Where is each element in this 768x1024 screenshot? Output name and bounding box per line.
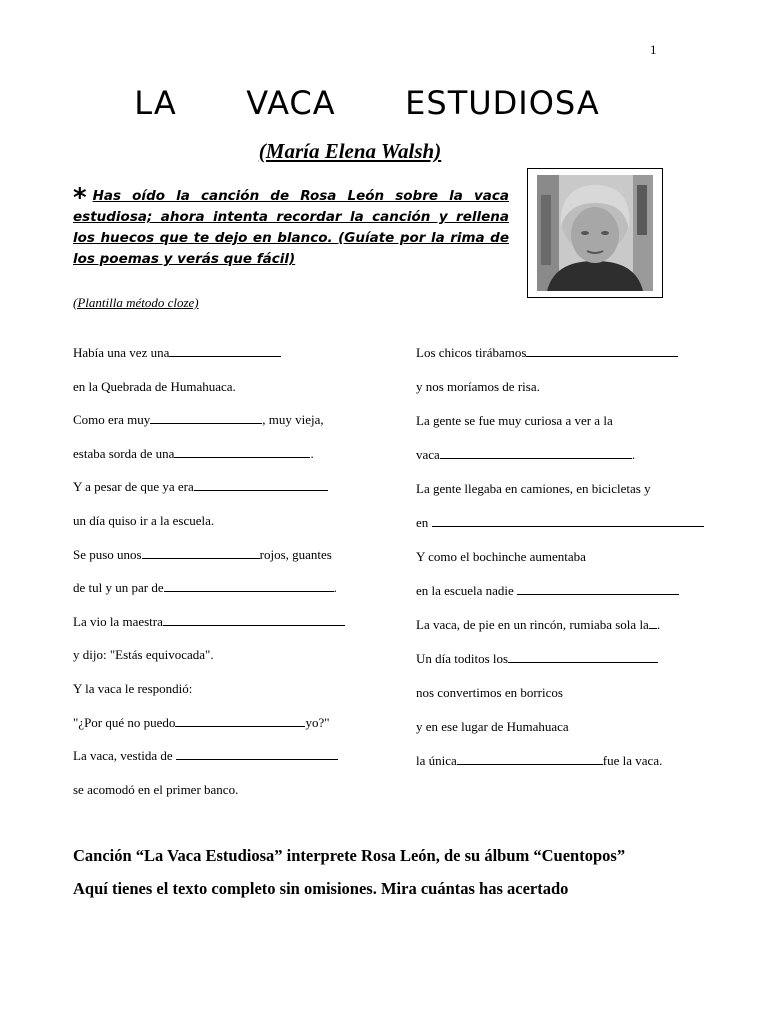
cloze-blank[interactable] [432, 515, 704, 527]
page-title: LA VACA ESTUDIOSA [134, 84, 600, 122]
poem-text: . [656, 617, 661, 632]
poem-text: La gente se fue muy curiosa a ver a la [416, 413, 613, 428]
poem-text: Había una vez una [73, 345, 170, 360]
poem-text: fue la vaca. [602, 753, 663, 768]
poem-line [73, 513, 214, 529]
poem-line [73, 580, 337, 596]
poem-text: La gente llegaba en camiones, en bicicletas y [416, 481, 651, 496]
poem-line [73, 345, 281, 361]
poem-line [73, 479, 328, 495]
footer-song-credit: Canción “La Vaca Estudiosa” interprete Rosa León, de su álbum “Cuentopos” [73, 846, 626, 865]
poem-line [73, 782, 238, 798]
poem-text: , muy vieja, [262, 412, 324, 428]
poem-line [416, 481, 651, 497]
cloze-blank[interactable] [142, 547, 260, 559]
poem-text: La vaca, de pie en un rincón, rumiaba sola la [416, 617, 649, 632]
poem-text: en la Quebrada de Humahuaca. [73, 378, 236, 394]
page-number: 1 [650, 42, 657, 57]
instructions [73, 183, 509, 270]
poem-line [416, 685, 563, 701]
poem-text: yo?" [305, 714, 330, 730]
poem-text: rojos, guantes [259, 546, 332, 562]
poem-text: se acomodó en el primer banco. [73, 781, 239, 797]
cloze-blank[interactable] [169, 345, 281, 357]
poem-line [416, 413, 613, 429]
poem-text: . [310, 445, 314, 461]
cloze-blank[interactable] [508, 651, 658, 663]
poem-line [73, 647, 214, 663]
poem-text: . [631, 447, 636, 462]
poem-line [73, 446, 314, 462]
poem-line [416, 719, 569, 735]
poem-line [73, 614, 345, 630]
poem-text: la única [416, 753, 457, 768]
cloze-blank[interactable] [174, 446, 310, 458]
poem-line [416, 515, 704, 531]
cloze-blank[interactable] [194, 479, 328, 491]
cloze-blank[interactable] [175, 715, 305, 727]
poem-text: de tul y un par de [73, 580, 164, 596]
poem-line [416, 651, 658, 667]
right-column [416, 345, 716, 785]
cloze-blank[interactable] [649, 617, 657, 629]
cloze-blank[interactable] [164, 580, 334, 592]
poem-line [416, 345, 678, 361]
poem-line [73, 715, 330, 731]
poem-line [416, 617, 660, 633]
poem-line [416, 583, 679, 599]
author-photo [537, 175, 653, 291]
poem-line [73, 748, 338, 764]
poem-text: en [416, 515, 432, 530]
poem-text: Un día toditos los [416, 651, 509, 666]
poem-line [73, 547, 332, 563]
poem-text: y nos moríamos de risa. [416, 379, 540, 394]
poem-text: Y a pesar de que ya era [73, 479, 194, 495]
cloze-blank[interactable] [440, 447, 632, 459]
poem-text: "¿Por qué no puedo [73, 714, 176, 730]
poem-text: La vaca, vestida de [73, 748, 176, 764]
poem-text: en la escuela nadie [416, 583, 518, 598]
poem-line [73, 681, 192, 697]
cloze-blank[interactable] [457, 753, 603, 765]
left-column [73, 345, 373, 815]
poem-line [416, 447, 635, 463]
poem-text: nos convertimos en borricos [416, 685, 563, 700]
poem-line [73, 379, 236, 395]
cloze-blank[interactable] [526, 345, 678, 357]
poem-text: vaca [416, 447, 440, 462]
cloze-blank[interactable] [163, 614, 345, 626]
method-note: (Plantilla método cloze) [73, 295, 199, 310]
poem-text: Se puso unos [73, 546, 142, 562]
cloze-blank[interactable] [517, 583, 679, 595]
poem-text: . [333, 580, 337, 596]
poem-text: y en ese lugar de Humahuaca [416, 719, 569, 734]
poem-text: Y la vaca le respondió: [73, 681, 193, 696]
poem-line [416, 379, 540, 395]
poem-text: Como era muy [73, 412, 151, 428]
poem-text: Los chicos tirábamos [416, 345, 527, 360]
author-photo-frame [527, 168, 663, 298]
cloze-blank[interactable] [150, 412, 262, 424]
author-name: (María Elena Walsh) [258, 139, 442, 163]
poem-line [73, 412, 324, 428]
instructions-marker: * [73, 183, 87, 213]
poem-text: y dijo: "Estás equivocada". [73, 647, 214, 663]
cloze-blank[interactable] [176, 748, 338, 760]
poem-text: La vio la maestra [73, 613, 163, 629]
instructions-text: Has oído la canción de Rosa León sobre la vaca estudiosa; ahora intenta recordar la canción y rellena los huecos que te dejo en blanco. (Guíate por la rima de los poemas y verás que fácil) [73, 188, 509, 267]
footer-answer-note: Aquí tienes el texto completo sin omisiones. Mira cuántas has acertado [73, 879, 569, 898]
poem-text: estaba sorda de una [73, 445, 175, 461]
poem-line [416, 753, 662, 769]
poem-line [416, 549, 586, 565]
poem-text: un día quiso ir a la escuela. [73, 513, 215, 528]
author-portrait-image [537, 175, 653, 291]
poem-text: Y como el bochinche aumentaba [416, 549, 586, 564]
